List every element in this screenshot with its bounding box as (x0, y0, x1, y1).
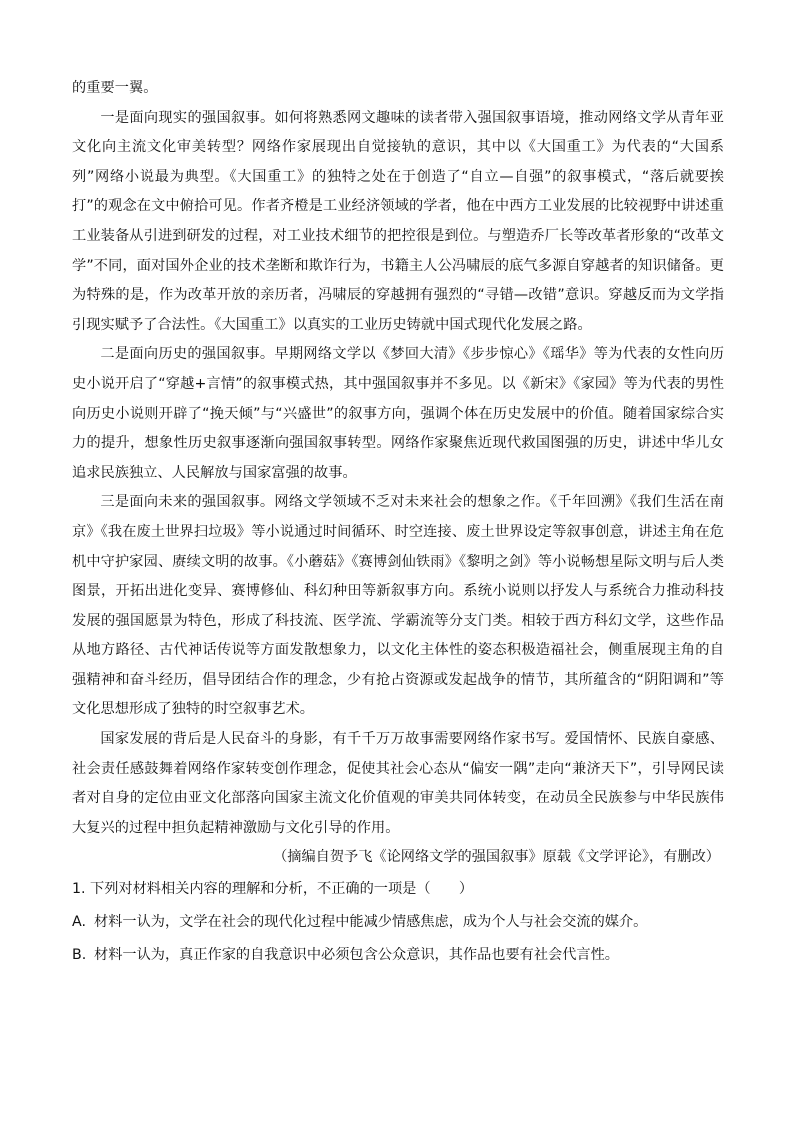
paragraph-realistic-narrative: 一是面向现实的强国叙事。如何将熟悉网文趣味的读者带入强国叙事语境，推动网络文学从青年亚文化向主流文化审美转型？网络作家展现出自觉接轨的意识，其中以《大国重工》为代表的“大国系列”网络小说最为典型。《大国重工》的独特之处在于创造了“自立—自强”的叙事模式，“落后就要挨打”的观念在文中俯拾可见。作者齐橙是工业经济领域的学者，他在中西方工业发展的比较视野中讲述重工业装备从引进到研发的过程，对工业技术细节的把控很是到位。与塑造乔厂长等改革者形象的“改革文学”不同，面对国外企业的技术垄断和欺诈行为，书籍主人公冯啸辰的底气多源自穿越者的知识储备。更为特殊的是，作为改革开放的亲历者，冯啸辰的穿越拥有强烈的“寻错—改错”意识。穿越反而为文学指引现实赋予了合法性。《大国重工》以真实的工业历史铸就中国式现代化发展之路。 (72, 109, 724, 333)
paragraph-continuation: 的重要一翼。 (72, 80, 158, 96)
document-page (72, 74, 739, 972)
paragraph-future-narrative: 三是面向未来的强国叙事。网络文学领域不乏对未来社会的想象之作。《千年回溯》《我们生活在南 京》《我在废土世界扫垃圾》等小说通过时间循环、时空连接、废土世界设定等叙事创意，讲述主角在危机中守护家园、赓续文明的故事。《小蘑菇》《赛博剑仙铁雨》《黎明之剑》等小说畅想星际文明与后人类图景，开拓出进化变异、赛博修仙、科幻种田等新叙事方向。系统小说则以抒发人与系统合力推动科技发展的强国愿景为特色，形成了科技流、医学流、学霸流等分支门类。相较于西方科幻文学，这些作品从地方路径、古代神话传说等方面发散想象力，以文化主体性的姿态积极造福社会，侧重展现主角的自强精神和奋斗经历，倡导团结合作的理念，少有抢占资源或发起战争的情节，其所蕴含的“阴阳调和”等文化思想形成了独特的时空叙事艺术。 (72, 494, 739, 718)
option-a-label: A. (72, 914, 86, 931)
option-a (72, 906, 724, 939)
paragraph-conclusion: 国家发展的背后是人民奋斗的身影，有千千万万故事需要网络作家书写。爱国情怀、民族自豪感、社会责任感鼓舞着网络作家转变创作理念，促使其社会心态从“偏安一隅”走向“兼济天下”，引导网民读者对自身的定位由亚文化部落向国家主流文化价值观的审美共同体转变，在动员全民族参与中华民族伟大复兴的过程中担负起精神激励与文化引导的作用。 (72, 731, 724, 836)
question-stem: 1. 下列对材料相关内容的理解和分析，不正确的一项是（ ） (72, 881, 474, 898)
source-citation: （摘编自贺予飞《论网络文学的强国叙事》原载《文学评论》，有删改） (273, 849, 720, 866)
option-b-label: B. (72, 947, 87, 964)
option-a-text: 材料一认为，文学在社会的现代化过程中能减少情感焦虑，成为个人与社会交流的媒介。 (94, 914, 648, 931)
paragraph-historical-narrative: 二是面向历史的强国叙事。早期网络文学以《梦回大清》《步步惊心》《瑶华》等为代表的女性向历史小说开启了“穿越+言情”的叙事模式热，其中强国叙事并不多见。以《新宋》《家园》等为代表的男性向历史小说则开辟了“挽天倾”与“兴盛世”的叙事方向，强调个体在历史发展中的价值。随着国家综合实力的提升，想象性历史叙事逐渐向强国叙事转型。网络作家聚焦近现代救国图强的历史，讲述中华儿女追求民族独立、人民解放与国家富强的故事。 (72, 346, 724, 481)
option-b-text: 材料一认为，真正作家的自我意识中必须包含公众意识，其作品也要有社会代言性。 (94, 947, 619, 964)
option-b (72, 939, 724, 972)
